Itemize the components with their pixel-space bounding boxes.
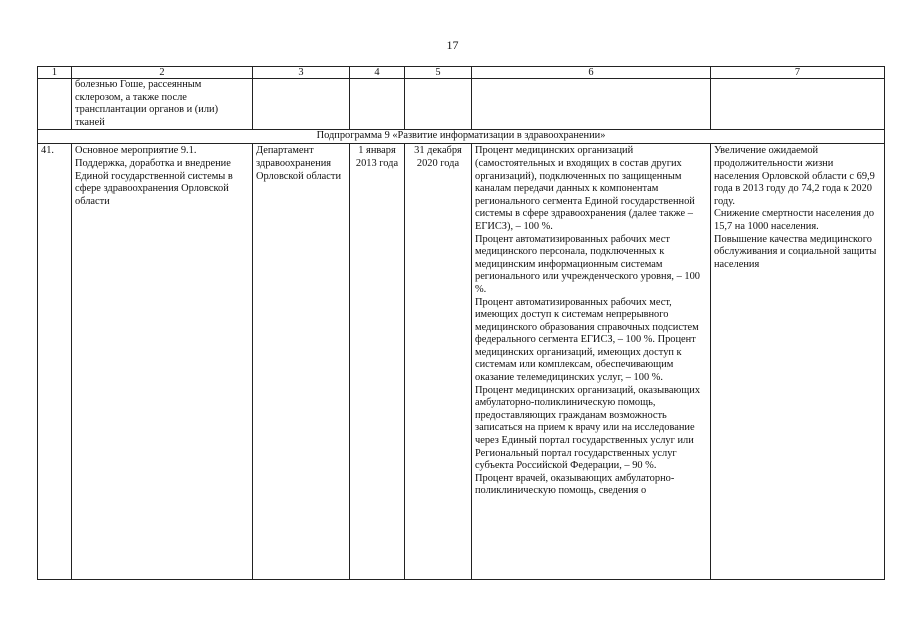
cont-cell-4 [350, 79, 405, 130]
indicator-text: Процент врачей, оказывающих амбулаторно-поликлиническую помощь, сведения о [475, 472, 675, 497]
indicator-text: Процент медицинских организаций, оказывающих амбулаторно-поликлиническую помощь, предоставляющих гражданам возможность записаться на прием к врачу или на исследование через Единый портал государственных услуг или Региональный портал государственных услуг субъекта Российской Федерации, – 90 %. [475, 384, 701, 472]
start-date: 1 января 2013 года [350, 144, 405, 580]
indicators-cell [472, 144, 711, 580]
activity-description: Основное мероприятие 9.1. Поддержка, доработка и внедрение Единой государственной системы в сфере здравоохранения Орловской области [72, 144, 253, 580]
continuation-row [38, 79, 885, 130]
column-number-3: 3 [253, 67, 350, 79]
activity-row [38, 144, 885, 580]
cont-cell-5 [405, 79, 472, 130]
end-date: 31 декабря 2020 года [405, 144, 472, 580]
executor: Департамент здравоохранения Орловской области [253, 144, 350, 580]
cont-cell-7 [711, 79, 885, 130]
column-number-row [38, 67, 885, 79]
result-text: Повышение качества медицинского обслуживания и социальной защиты населения [714, 233, 877, 270]
cont-cell-3 [253, 79, 350, 130]
column-number-5: 5 [405, 67, 472, 79]
row-number: 41. [38, 144, 72, 580]
result-text: Снижение смертности населения до 15,7 на 1000 населения. [714, 208, 875, 232]
subprogram-title: Подпрограмма 9 «Развитие информатизации в здравоохранении» [38, 130, 885, 144]
indicator-text: Процент автоматизированных рабочих мест медицинского персонала, подключенных к медицинским информационным системам регионального или учрежденческого уровня, – 100 %. [475, 233, 700, 295]
indicator-text: Процент автоматизированных рабочих мест, имеющих доступ к системам непрерывного медицинского образования справочных подсистем федерального сегмента ЕГИСЗ, – 100 %. Процент медицинских организаций, имеющих доступ к системам или комплексам, обеспечивающим оказание телемедицинских услуг, – 100 %. [475, 296, 699, 384]
column-number-7: 7 [711, 67, 885, 79]
page-number: 17 [446, 38, 459, 52]
cont-cell-6 [472, 79, 711, 130]
indicator-text: Процент медицинских организаций (самостоятельных и входящих в состав других организаций), подключенных по защищенным каналам передачи данных к компонентам регионального сегмента Единой государственной системы в сфере здравоохранения (далее также – ЕГИСЗ), – 100 %. [475, 145, 695, 232]
column-number-4: 4 [350, 67, 405, 79]
program-table [37, 66, 885, 580]
cont-activity-text: болезнью Гоше, рассеянным склерозом, а также после трансплантации органов и (или) тканей [72, 79, 253, 130]
result-text: Увеличение ожидаемой продолжительности жизни населения Орловской области с 69,9 года в 2013 году до 74,2 года к 2020 году. [714, 145, 875, 207]
column-number-2: 2 [72, 67, 253, 79]
results-cell [711, 144, 885, 580]
column-number-1: 1 [38, 67, 72, 79]
subprogram-row [38, 130, 885, 144]
column-number-6: 6 [472, 67, 711, 79]
cont-cell-1 [38, 79, 72, 130]
